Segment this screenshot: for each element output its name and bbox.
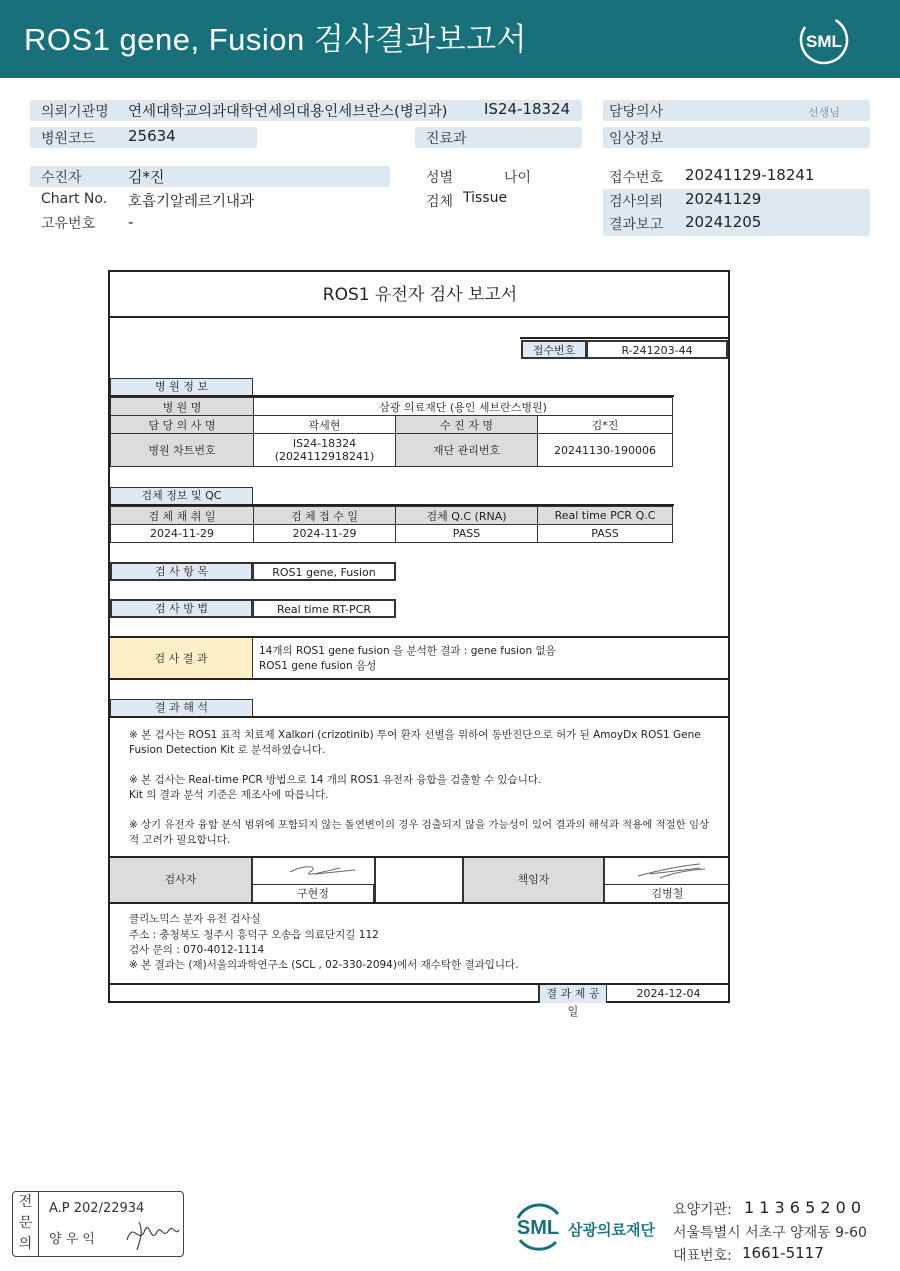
interp-label: 결 과 해 석 bbox=[110, 699, 253, 717]
tester-name: 구현정 bbox=[253, 884, 375, 902]
specimen-label: 검체 bbox=[426, 194, 454, 210]
doctor-name-value: 곽세현 bbox=[254, 416, 396, 434]
footer-address: 서울특별시 서초구 양재동 9-60 bbox=[673, 1225, 867, 1241]
specialist-stamp bbox=[12, 1191, 184, 1257]
sign-bottom-rule bbox=[110, 902, 730, 904]
manager-label: 책임자 bbox=[462, 858, 605, 902]
manager-name: 김병철 bbox=[605, 884, 730, 902]
interp-text-2b: Kit 의 결과 분석 기준은 제조사에 따릅니다. bbox=[129, 789, 329, 801]
method-value: Real time RT-PCR bbox=[252, 599, 396, 618]
footer-phone-value: 1661-5117 bbox=[742, 1244, 824, 1262]
patient-label: 수진자 bbox=[41, 170, 82, 186]
doctor-suffix: 선생님 bbox=[808, 106, 840, 119]
hosp-section-label: 병 원 정 보 bbox=[110, 378, 253, 396]
uid-label: 고유번호 bbox=[41, 216, 96, 232]
footer-code-value: 1 1 3 6 5 2 0 0 bbox=[744, 1198, 862, 1217]
spec-cell: PASS bbox=[538, 525, 673, 543]
page-title: ROS1 gene, Fusion 검사결과보고서 bbox=[24, 22, 527, 57]
result-line-2: ROS1 gene fusion 음성 bbox=[259, 660, 377, 672]
hosp-table bbox=[110, 397, 673, 467]
spec-col-header: 검 체 접 수 일 bbox=[254, 507, 396, 525]
tester-label: 검사자 bbox=[110, 858, 253, 902]
stamp-signature bbox=[123, 1210, 183, 1254]
chart-no-value-2: (2024112918241) bbox=[274, 450, 375, 463]
footer-brand: 삼광의료재단 bbox=[568, 1221, 655, 1239]
patient-row-bg bbox=[30, 166, 390, 187]
chart-no-value-1: IS24-18324 bbox=[292, 437, 357, 450]
footer-code-label: 요양기관: bbox=[673, 1202, 732, 1218]
code-value: 25634 bbox=[128, 127, 176, 145]
report-receipt-value: R-241203-44 bbox=[586, 340, 728, 359]
spec-cell: 2024-11-29 bbox=[111, 525, 254, 543]
receipt-top-rule bbox=[520, 337, 730, 339]
item-value: ROS1 gene, Fusion bbox=[252, 562, 396, 581]
lab-line-3: 검사 문의 : 070-4012-1114 bbox=[129, 944, 265, 956]
spec-col-header: 검 체 채 취 일 bbox=[111, 507, 254, 525]
mgmt-no-label: 재단 관리번호 bbox=[396, 434, 538, 467]
stamp-code: A.P 202/22934 bbox=[49, 1201, 145, 1216]
hospital-label: 의뢰기관명 bbox=[41, 104, 109, 120]
hosp-name-value: 삼광 의료재단 (용인 세브란스병원) bbox=[254, 398, 673, 416]
result-date-value: 20241205 bbox=[685, 213, 762, 231]
hospital-code: IS24-18324 bbox=[484, 100, 571, 118]
request-label: 검사의뢰 bbox=[609, 194, 664, 210]
doctor-label: 담당의사 bbox=[609, 104, 664, 120]
report-frame bbox=[108, 270, 730, 1018]
spec-section-label: 검체 정보 및 QC bbox=[110, 487, 253, 505]
svg-text:SML: SML bbox=[806, 32, 842, 51]
patient-name-label: 수 진 자 명 bbox=[396, 416, 538, 434]
hospital-value: 연세대학교의과대학연세의대용인세브란스(병리과) bbox=[128, 104, 448, 120]
stamp-side-char: 문 bbox=[18, 1215, 33, 1231]
request-value: 20241129 bbox=[685, 190, 762, 208]
sex-label: 성별 bbox=[426, 170, 454, 186]
interp-text-2a: ※ 본 검사는 Real-time PCR 방법으로 14 개의 ROS1 유전자 융합을 검출할 수 있습니다. bbox=[129, 774, 542, 786]
code-label: 병원코드 bbox=[41, 131, 96, 147]
hosp-name-label: 병 원 명 bbox=[111, 398, 254, 416]
item-label: 검 사 항 목 bbox=[110, 562, 253, 581]
dept-label: 진료과 bbox=[426, 131, 467, 147]
sign-divider bbox=[374, 858, 376, 902]
doctor-name-label: 담 당 의 사 명 bbox=[111, 416, 254, 434]
stamp-side-char: 전 bbox=[18, 1194, 33, 1210]
stamp-name: 양 우 익 bbox=[49, 1232, 95, 1247]
receipt-value: 20241129-18241 bbox=[685, 166, 815, 184]
chart-label: Chart No. bbox=[41, 191, 108, 207]
footer-phone-label: 대표번호: bbox=[673, 1248, 732, 1264]
lab-line-1: 클리노믹스 분자 유전 검사실 bbox=[129, 913, 261, 925]
patient-value: 김*진 bbox=[128, 168, 165, 186]
spec-cell: 2024-11-29 bbox=[254, 525, 396, 543]
spec-cell: PASS bbox=[396, 525, 538, 543]
report-title: ROS1 유전자 검사 보고서 bbox=[110, 272, 730, 318]
mgmt-no-value: 20241130-190006 bbox=[538, 434, 673, 467]
receipt-label: 접수번호 bbox=[609, 170, 664, 186]
stamp-side bbox=[13, 1192, 39, 1256]
report-receipt-label: 접수번호 bbox=[521, 340, 587, 359]
svg-text:SML: SML bbox=[516, 1217, 560, 1239]
lab-line-4: ※ 본 결과는 (재)서울의과학연구소 (SCL , 02-330-2094)에서 재수탁한 결과입니다. bbox=[129, 959, 519, 971]
patient-name-value: 김*진 bbox=[538, 416, 673, 434]
interp-text-3a: ※ 상기 유전자 융합 분석 범위에 포함되지 않는 돌연변이의 경우 검출되지 않을 가능성이 있어 결과의 해석과 적용에 적절한 임상 bbox=[129, 819, 710, 831]
header-bar bbox=[0, 0, 900, 78]
lab-line-2: 주소 : 충청북도 청주시 흥덕구 오송읍 의료단지길 112 bbox=[129, 929, 379, 941]
interp-text-1a: ※ 본 검사는 ROS1 표적 치료제 Xalkori (crizotinib) 투여 환자 선별을 위하여 동반진단으로 허가 된 AmoyDx ROS1 Gene bbox=[129, 729, 701, 741]
result-line-1: 14개의 ROS1 gene fusion 을 분석한 결과 : gene fusion 없음 bbox=[259, 645, 556, 657]
manager-signature bbox=[630, 860, 720, 882]
clinical-label: 임상정보 bbox=[609, 131, 664, 147]
uid-value: - bbox=[128, 213, 134, 231]
interp-rule bbox=[110, 716, 730, 718]
sml-logo-icon bbox=[798, 14, 850, 66]
interp-text-3b: 적 고려가 필요합니다. bbox=[129, 834, 231, 846]
tester-signature bbox=[280, 860, 370, 882]
sml-footer-logo-icon bbox=[510, 1200, 566, 1254]
interp-text-1b: Fusion Detection Kit 로 분석하였습니다. bbox=[129, 744, 326, 756]
result-bottom-rule bbox=[110, 678, 730, 680]
spec-table bbox=[110, 506, 673, 543]
provide-date-value: 2024-12-04 bbox=[636, 987, 701, 1000]
result-date-label: 결과보고 bbox=[609, 217, 664, 233]
age-label: 나이 bbox=[504, 170, 532, 186]
spec-col-header: Real time PCR Q.C bbox=[538, 507, 673, 525]
result-label: 검 사 결 과 bbox=[110, 638, 253, 679]
method-label: 검 사 방 법 bbox=[110, 599, 253, 618]
chart-value: 호흡기알레르기내과 bbox=[128, 194, 255, 210]
specimen-value: Tissue bbox=[463, 190, 508, 206]
spec-col-header: 검체 Q.C (RNA) bbox=[396, 507, 538, 525]
chart-no-label: 병원 차트번호 bbox=[111, 434, 254, 467]
provide-date-label: 결 과 제 공 일 bbox=[538, 985, 607, 1003]
stamp-side-char: 의 bbox=[18, 1236, 33, 1252]
